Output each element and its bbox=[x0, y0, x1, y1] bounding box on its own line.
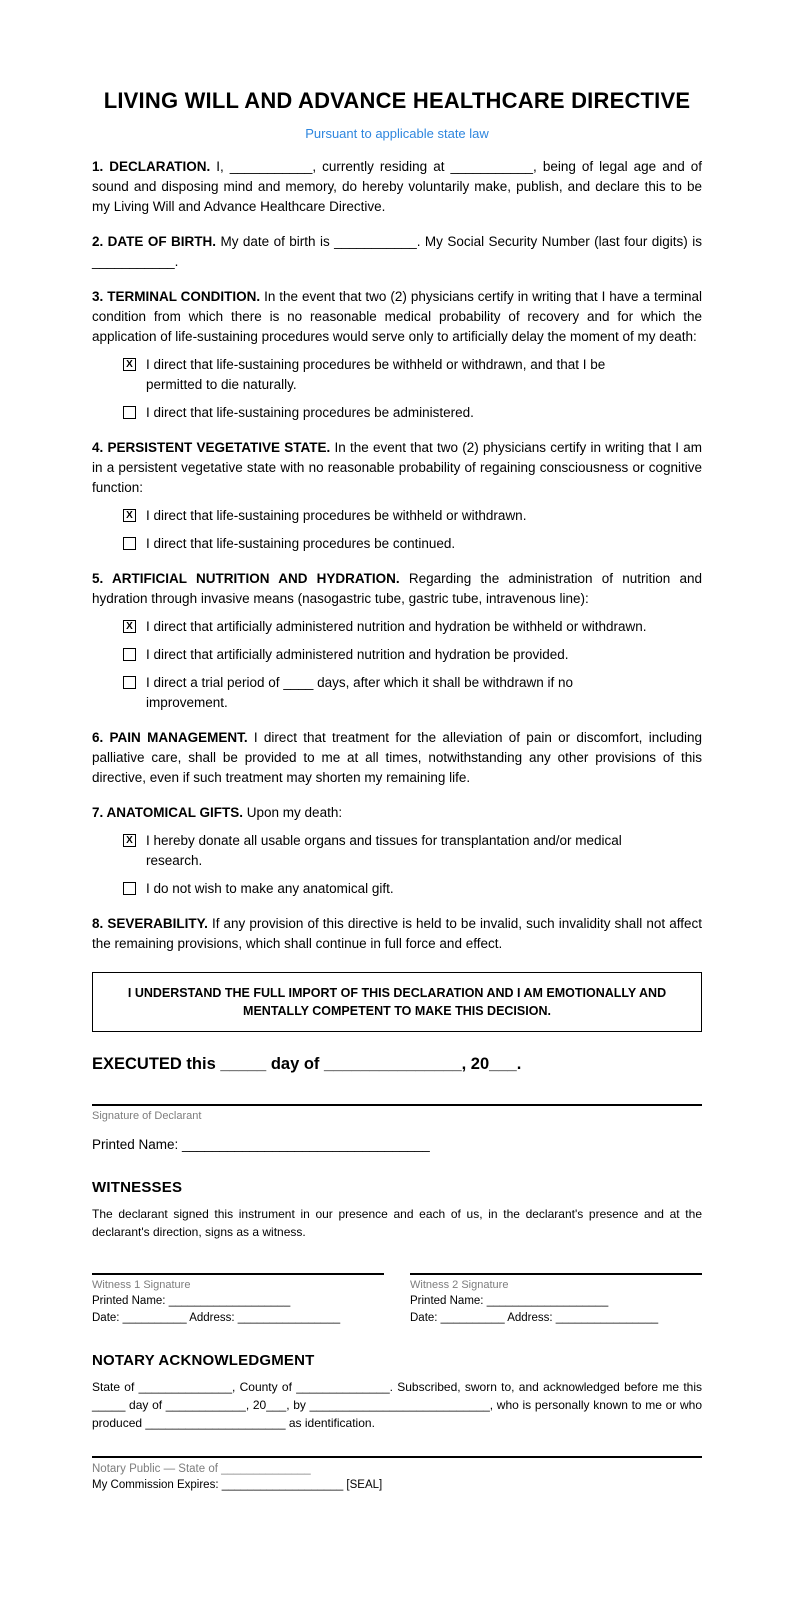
section-terminal-condition-text: In the event that two (2) physicians certify in writing that I have a terminal condition from which there is no reasonable medical probability of recovery and for which the application of life-sustaining procedures would serve only to artificially delay the moment of my death: bbox=[92, 289, 702, 344]
option-label: I hereby donate all usable organs and tissues for transplantation and/or medical research. bbox=[146, 833, 622, 868]
document-title: LIVING WILL AND ADVANCE HEALTHCARE DIRECTIVE bbox=[103, 88, 691, 113]
competency-statement-box: I UNDERSTAND THE FULL IMPORT OF THIS DECLARATION AND I AM EMOTIONALLY AND MENTALLY COMPETENT TO MAKE THIS DECISION. bbox=[92, 972, 702, 1032]
section-date-of-birth bbox=[92, 232, 702, 272]
section-terminal-condition-label: 3. TERMINAL CONDITION. bbox=[92, 289, 261, 304]
witnesses-heading: WITNESSES bbox=[92, 1179, 183, 1196]
witness-2-block bbox=[410, 1273, 702, 1326]
section-pvs-text: In the event that two (2) physicians certify in writing that I am in a persistent vegetative state with no reasonable probability of regaining consciousness or cognitive function: bbox=[92, 440, 702, 495]
section-anatomical-gifts bbox=[92, 803, 702, 823]
option-label: I direct that life-sustaining procedures be administered. bbox=[146, 405, 474, 420]
section-pain-text: I direct that treatment for the alleviation of pain or discomfort, including palliative care, shall be provided to me at all times, notwithstanding any other provisions of this directive, even if such treatment may shorten my remaining life. bbox=[92, 730, 702, 785]
checkbox-unchecked-icon[interactable] bbox=[123, 537, 136, 550]
notary-commission-line: My Commission Expires: ___________________ [SEAL] bbox=[92, 1479, 383, 1491]
executed-date-line: EXECUTED this _____ day of _______________, 20___. bbox=[92, 1055, 522, 1073]
declarant-signature-line bbox=[92, 1104, 702, 1106]
section-severability bbox=[92, 914, 702, 954]
witness-columns bbox=[92, 1273, 702, 1326]
section-pain-management bbox=[92, 728, 702, 788]
witness-2-printed-name-line: Printed Name: ___________________ bbox=[410, 1295, 609, 1307]
checkbox-checked-icon[interactable]: X bbox=[123, 834, 136, 847]
nutrition-option-provide bbox=[123, 645, 702, 665]
pvs-option-continue bbox=[123, 534, 702, 554]
section-nutrition-label: 5. ARTIFICIAL NUTRITION AND HYDRATION. bbox=[92, 571, 400, 586]
section-declaration bbox=[92, 157, 702, 217]
terminal-option-withhold bbox=[123, 355, 702, 395]
checkbox-checked-icon[interactable]: X bbox=[123, 509, 136, 522]
section-declaration-label: 1. DECLARATION. bbox=[92, 159, 211, 174]
notary-public-state-line: Notary Public — State of ______________ bbox=[92, 1463, 311, 1475]
section-gifts-label: 7. ANATOMICAL GIFTS. bbox=[92, 805, 244, 820]
option-label: I direct that life-sustaining procedures be continued. bbox=[146, 536, 456, 551]
option-label: I direct that artificially administered nutrition and hydration be withheld or withdrawn. bbox=[146, 619, 647, 634]
section-terminal-condition bbox=[92, 287, 702, 347]
section-date-of-birth-text: My date of birth is ___________. My Social Security Number (last four digits) is ___________. bbox=[92, 234, 702, 269]
option-label: I direct that life-sustaining procedures be withheld or withdrawn. bbox=[146, 508, 527, 523]
nutrition-option-trial-period bbox=[123, 673, 702, 713]
option-label: I direct a trial period of ____ days, after which it shall be withdrawn if no improvement. bbox=[146, 675, 573, 710]
declarant-signature-label: Signature of Declarant bbox=[92, 1110, 202, 1122]
notary-heading: NOTARY ACKNOWLEDGMENT bbox=[92, 1352, 315, 1369]
witness-1-signature-line bbox=[92, 1273, 384, 1275]
pvs-option-withhold bbox=[123, 506, 702, 526]
option-label: I direct that artificially administered nutrition and hydration be provided. bbox=[146, 647, 569, 662]
checkbox-checked-icon[interactable]: X bbox=[123, 620, 136, 633]
document-subtitle: Pursuant to applicable state law bbox=[305, 126, 489, 141]
section-severability-text: If any provision of this directive is held to be invalid, such invalidity shall not affect the remaining provisions, which shall continue in full force and effect. bbox=[92, 916, 702, 951]
terminal-option-administer bbox=[123, 403, 702, 423]
witness-1-signature-label: Witness 1 Signature bbox=[92, 1279, 191, 1291]
witness-1-block bbox=[92, 1273, 384, 1326]
option-label: I direct that life-sustaining procedures be withheld or withdrawn, and that I be permitted to die naturally. bbox=[146, 357, 606, 392]
section-date-of-birth-label: 2. DATE OF BIRTH. bbox=[92, 234, 217, 249]
gifts-option-decline bbox=[123, 879, 702, 899]
checkbox-unchecked-icon[interactable] bbox=[123, 676, 136, 689]
nutrition-option-withhold bbox=[123, 617, 702, 637]
witness-2-signature-line bbox=[410, 1273, 702, 1275]
section-declaration-text: I, ___________, currently residing at ___________, being of legal age and of sound and disposing mind and memory, do hereby voluntarily make, publish, and declare this to be my Living Will and Advance Healthcare Directive. bbox=[92, 159, 702, 214]
notary-signature-block bbox=[92, 1456, 702, 1492]
checkbox-checked-icon[interactable]: X bbox=[123, 358, 136, 371]
gifts-option-donate bbox=[123, 831, 702, 871]
witness-2-date-address-line: Date: __________ Address: ________________ bbox=[410, 1312, 659, 1324]
option-label: I do not wish to make any anatomical gift. bbox=[146, 881, 394, 896]
section-artificial-nutrition bbox=[92, 569, 702, 609]
notary-signature-line bbox=[92, 1456, 702, 1458]
section-persistent-vegetative-state bbox=[92, 438, 702, 498]
checkbox-unchecked-icon[interactable] bbox=[123, 882, 136, 895]
witness-1-printed-name-line: Printed Name: ___________________ bbox=[92, 1295, 291, 1307]
section-pain-label: 6. PAIN MANAGEMENT. bbox=[92, 730, 248, 745]
section-nutrition-text: Regarding the administration of nutrition and hydration through invasive means (nasogastric tube, gastric tube, intravenous line): bbox=[92, 571, 702, 606]
checkbox-unchecked-icon[interactable] bbox=[123, 406, 136, 419]
notary-statement: State of ______________, County of ______________. Subscribed, sworn to, and acknowledged before me this _____ day of ____________, 20___, by ___________________________, who is personally known to me or who produced _____________________ as identification. bbox=[92, 1380, 702, 1430]
section-severability-label: 8. SEVERABILITY. bbox=[92, 916, 208, 931]
witnesses-statement: The declarant signed this instrument in our presence and each of us, in the declarant's presence and at the declarant's direction, signs as a witness. bbox=[92, 1207, 702, 1239]
section-gifts-text: Upon my death: bbox=[246, 805, 343, 820]
witness-1-date-address-line: Date: __________ Address: ________________ bbox=[92, 1312, 341, 1324]
witness-2-signature-label: Witness 2 Signature bbox=[410, 1279, 509, 1291]
checkbox-unchecked-icon[interactable] bbox=[123, 648, 136, 661]
section-pvs-label: 4. PERSISTENT VEGETATIVE STATE. bbox=[92, 440, 331, 455]
declarant-printed-name-line: Printed Name: _________________________________ bbox=[92, 1137, 430, 1152]
